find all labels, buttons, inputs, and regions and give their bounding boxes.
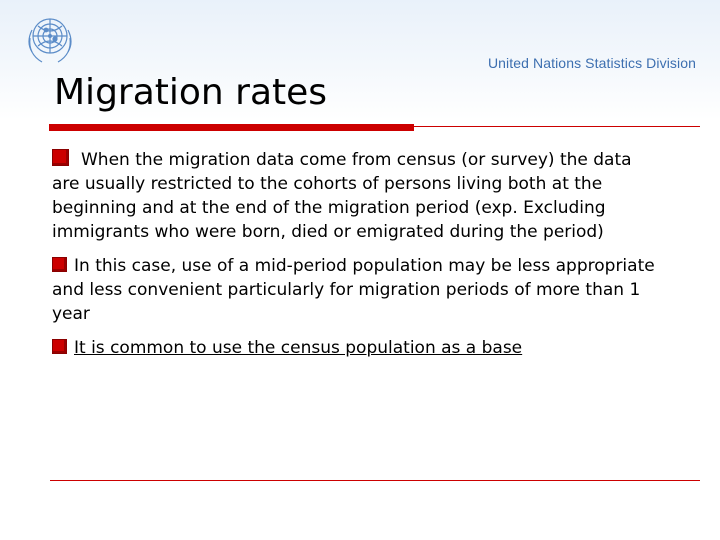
checkbox-bullet-icon — [52, 149, 69, 166]
checkbox-bullet-icon — [52, 339, 67, 354]
footer-rule — [50, 480, 700, 481]
checkbox-bullet-icon — [52, 257, 67, 272]
bullet-item — [52, 254, 662, 326]
bullet-text: When the migration data come from census (or survey) the data are usually restricted to the cohorts of persons living both at the beginning and at the end of the migration period (exp. Excluding immigrants who were born, died or emigrated during the period) — [52, 150, 632, 242]
bullet-item — [52, 148, 662, 244]
title-underline-line — [414, 126, 700, 127]
bullet-text: In this case, use of a mid-period population may be less appropriate and less convenient particularly for migration periods of more than 1 year — [52, 256, 655, 324]
un-emblem-icon — [20, 8, 80, 68]
title-underline-bar — [49, 124, 414, 131]
bullet-text: It is common to use the census population as a base — [74, 338, 523, 358]
slide-title: Migration rates — [54, 72, 328, 113]
bullet-item — [52, 336, 662, 360]
slide-body — [52, 148, 662, 370]
division-name: United Nations Statistics Division — [487, 55, 696, 71]
